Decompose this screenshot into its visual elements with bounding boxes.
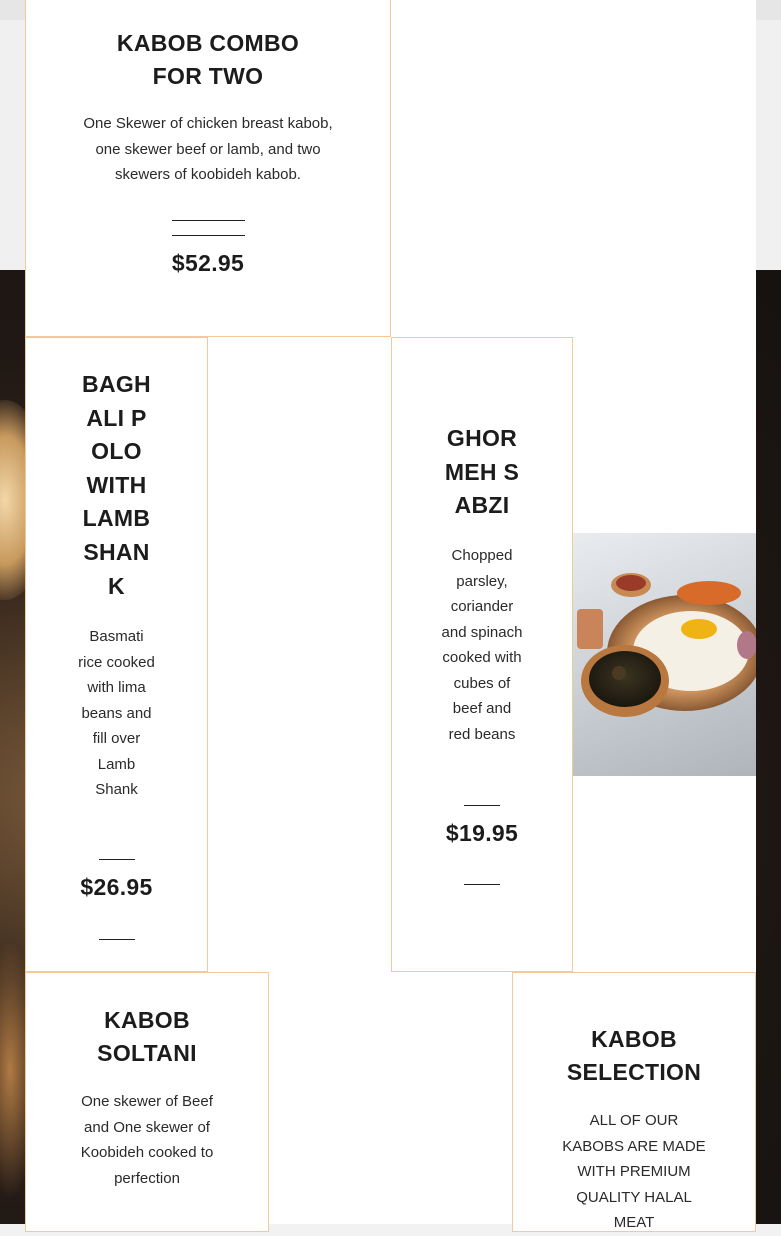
menu-item-description: One Skewer of chicken breast kabob, one skewer beef or lamb, and two skewers of koobideh kabob. bbox=[83, 115, 333, 183]
menu-card-kabob-selection[interactable] bbox=[512, 972, 756, 1232]
menu-item-price: $52.95 bbox=[171, 250, 245, 276]
menu-card-kabob-combo[interactable] bbox=[25, 0, 391, 337]
menu-card-kabob-soltani[interactable] bbox=[25, 972, 269, 1232]
price-divider bbox=[172, 220, 245, 221]
food-photo-illustration bbox=[573, 533, 756, 776]
menu-card-baghali-polo[interactable] bbox=[25, 337, 208, 972]
ghormeh-sabzi-plate-photo[interactable] bbox=[573, 533, 756, 776]
menu-item-description: Chopped parsley, coriander and spinach cooked with cubes of beef and red beans bbox=[441, 547, 523, 743]
menu-item-title: KABOB SELECTION bbox=[566, 1026, 702, 1085]
menu-item-title: KABOB SOLTANI bbox=[97, 1007, 197, 1066]
menu-item-price: $26.95 bbox=[80, 874, 153, 900]
menu-item-description: One skewer of Beef and One skewer of Koobideh cooked to perfection bbox=[80, 1093, 214, 1187]
menu-grid bbox=[25, 0, 756, 1231]
price-divider bbox=[464, 805, 500, 806]
menu-item-description: ALL OF OUR KABOBS ARE MADE WITH PREMIUM QUALITY HALAL MEAT bbox=[562, 1112, 706, 1231]
menu-item-title: GHORMEH SABZI bbox=[444, 425, 520, 519]
menu-item-title: KABOB COMBO FOR TWO bbox=[116, 30, 300, 89]
menu-item-title: BAGHALI POLO WITH LAMB SHANK bbox=[82, 371, 151, 599]
menu-item-price: $19.95 bbox=[445, 820, 519, 846]
price-divider bbox=[99, 859, 135, 860]
price-divider bbox=[464, 884, 500, 885]
menu-card-ghormeh-sabzi[interactable] bbox=[391, 337, 573, 972]
price-divider bbox=[172, 235, 245, 236]
menu-item-description: Basmati rice cooked with lima beans and fill over Lamb Shank bbox=[78, 628, 155, 798]
price-divider bbox=[99, 939, 135, 940]
